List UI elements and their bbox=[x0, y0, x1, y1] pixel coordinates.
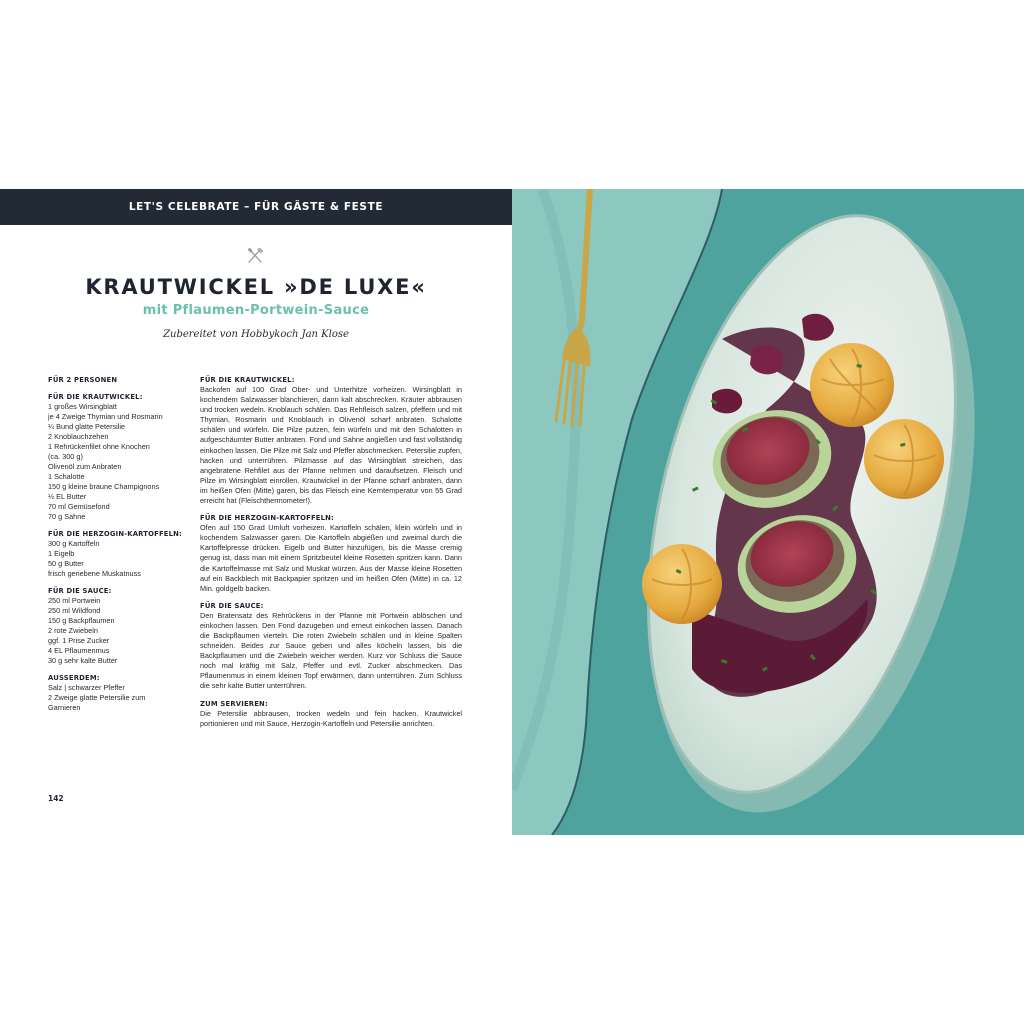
potato-rosette bbox=[864, 419, 944, 499]
dish-photo bbox=[512, 189, 1024, 835]
direction-section-heading: FÜR DIE HERZOGIN-KARTOFFELN: bbox=[200, 514, 334, 523]
recipe-title: KRAUTWICKEL »DE LUXE« bbox=[85, 275, 427, 299]
ingredient-item: 300 g Kartoffeln bbox=[48, 539, 100, 548]
ingredient-item: 50 g Butter bbox=[48, 559, 84, 568]
ingredient-sections bbox=[48, 392, 188, 713]
ingredient-item: 1 Rehrückenfilet ohne Knochen bbox=[48, 442, 150, 451]
ingredients-column bbox=[48, 375, 188, 713]
section-label: LET'S CELEBRATE – FÜR GÄSTE & FESTE bbox=[128, 201, 384, 213]
ingredient-item: 2 rote Zwiebeln bbox=[48, 626, 98, 635]
direction-section-heading: ZUM SERVIEREN: bbox=[200, 699, 268, 708]
ingredient-item: Garnieren bbox=[48, 703, 81, 712]
ingredient-item: 250 ml Portwein bbox=[48, 596, 101, 605]
cutlery-icon bbox=[245, 246, 265, 266]
ingredient-item: ½ EL Butter bbox=[48, 492, 87, 501]
ingredient-item: 70 g Sahne bbox=[48, 512, 86, 521]
ingredient-item: 1 Eigelb bbox=[48, 549, 75, 558]
recipe-subtitle: mit Pflaumen-Portwein-Sauce bbox=[142, 303, 370, 318]
page-number: 142 bbox=[48, 794, 64, 803]
direction-text: Ofen auf 150 Grad Umluft vorheizen. Kartoffeln schälen, klein würfeln und in kochendem Salzwasser garen. Die Kartoffeln abgießen und zweimal durch die Kartoffelpresse drücken. Eigelb und Butter hinzufügen, bis die Masse cremig genug ist, dass man mit einem Spritzbeutel kleine Rosetten spritzen kann. Dann die Kartoffelmasse mit Salz und Muskat würzen. Aus der Masse kleine Rosetten auf ein Backblech mit Backpapier spritzen und im heißen Ofen (Mitte) in ca. 12 Min. goldgelb backen. bbox=[200, 523, 462, 593]
ingredient-item: 250 ml Wildfond bbox=[48, 606, 101, 615]
ingredient-section-heading: AUSSERDEM: bbox=[48, 674, 100, 682]
potato-rosette bbox=[810, 343, 894, 427]
servings-heading: FÜR 2 PERSONEN bbox=[48, 376, 118, 384]
direction-text: Backofen auf 100 Grad Ober- und Unterhitze vorheizen. Wirsingblatt in kochendem Salzwasser blanchieren, dann kalt abschrecken. Kräuter abbrausen und trocken wedeln. Knoblauch schälen. Das Rehfleisch salzen, pfeffern und mit Thymian, Rosmarin und Knoblauch in Olivenöl scharf anbraten. Schalotte schälen und würfeln. Die Pilze putzen, fein würfeln und mit den Schalotten in aufgeschäumter Butter anbraten. Fond und Sahne angießen und fast vollständig einkochen lassen. Die Pilze mit Salz und Pfeffer abschmecken. Petersilie zupfen, hacken und unterrühren. Pilzmasse auf das Wirsingblatt streichen, das angebratene Rehfilet aus der Pfanne nehmen und daraufsetzen. Fleisch und Pilze im Wirsingblatt einrollen. Krautwickel in der Pfanne scharf anbraten, dann im heißen Ofen (Mitte) garen, bis das Fleisch eine Kerntemperatur von 55 Grad erreicht hat (Fleischthermometer!). bbox=[200, 385, 462, 506]
ingredient-item: Olivenöl zum Anbraten bbox=[48, 462, 122, 471]
ingredient-item: 70 ml Gemüsefond bbox=[48, 502, 110, 511]
ingredient-section-heading: FÜR DIE HERZOGIN-KARTOFFELN: bbox=[48, 530, 182, 538]
ingredient-item: ggf. 1 Prise Zucker bbox=[48, 636, 110, 645]
ingredient-item: 4 EL Pflaumenmus bbox=[48, 646, 110, 655]
ingredient-item: 150 g kleine braune Champignons bbox=[48, 482, 160, 491]
recipe-byline: Zubereitet von Hobbykoch Jan Klose bbox=[163, 329, 349, 340]
ingredient-section-heading: FÜR DIE SAUCE: bbox=[48, 587, 112, 595]
direction-section-heading: FÜR DIE SAUCE: bbox=[200, 601, 264, 610]
ingredient-item: 150 g Backpflaumen bbox=[48, 616, 115, 625]
book-spread bbox=[0, 189, 1024, 835]
direction-text: Die Petersilie abbrausen, trocken wedeln und fein hacken. Krautwickel portionieren und mit Sauce, Herzogin-Kartoffeln und Petersilie anrichten. bbox=[200, 708, 462, 728]
ingredient-item: 2 Zweige glatte Petersilie zum bbox=[48, 693, 146, 702]
direction-text: Den Bratensatz des Rehrückens in der Pfanne mit Portwein ablöschen und einkochen lassen. Den Fond dazugeben und erneut einkochen lassen. Danach die Backpflaumen vierteln. Die roten Zwiebeln schälen und in kleine Spalten schneiden. Beides zur Sauce geben und alles köcheln lassen, bis die Backpflaumen und die Zwiebeln weicher werden. Kurz vor Schluss die Sauce noch mal kräftig mit Salz, Pfeffer und evtl. Zucker abschmecken. Das Pflaumenmus in einem kleinen Topf erwärmen, dann unterrühren. Zum Schluss die sehr kalte Butter unterrühren. bbox=[200, 610, 462, 691]
ingredient-section-heading: FÜR DIE KRAUTWICKEL: bbox=[48, 393, 143, 401]
ingredient-item: 1 großes Wirsingblatt bbox=[48, 402, 117, 411]
ingredient-item: ¼ Bund glatte Petersilie bbox=[48, 422, 126, 431]
ingredient-item: 30 g sehr kalte Butter bbox=[48, 656, 118, 665]
recipe-page bbox=[0, 189, 512, 835]
ingredient-item: je 4 Zweige Thymian und Rosmarin bbox=[48, 412, 163, 421]
direction-section-heading: FÜR DIE KRAUTWICKEL: bbox=[200, 376, 295, 384]
ingredient-item: frisch geriebene Muskatnuss bbox=[48, 569, 141, 578]
dish-illustration bbox=[512, 189, 1024, 835]
ingredient-item: 2 Knoblauchzehen bbox=[48, 432, 109, 441]
ingredient-item: 1 Schalotte bbox=[48, 472, 85, 481]
potato-rosette bbox=[642, 544, 722, 624]
directions-column bbox=[200, 375, 462, 729]
section-header-band bbox=[0, 189, 512, 225]
direction-sections bbox=[200, 375, 462, 729]
ingredient-item: (ca. 300 g) bbox=[48, 452, 83, 461]
ingredient-item: Salz | schwarzer Pfeffer bbox=[48, 683, 125, 692]
